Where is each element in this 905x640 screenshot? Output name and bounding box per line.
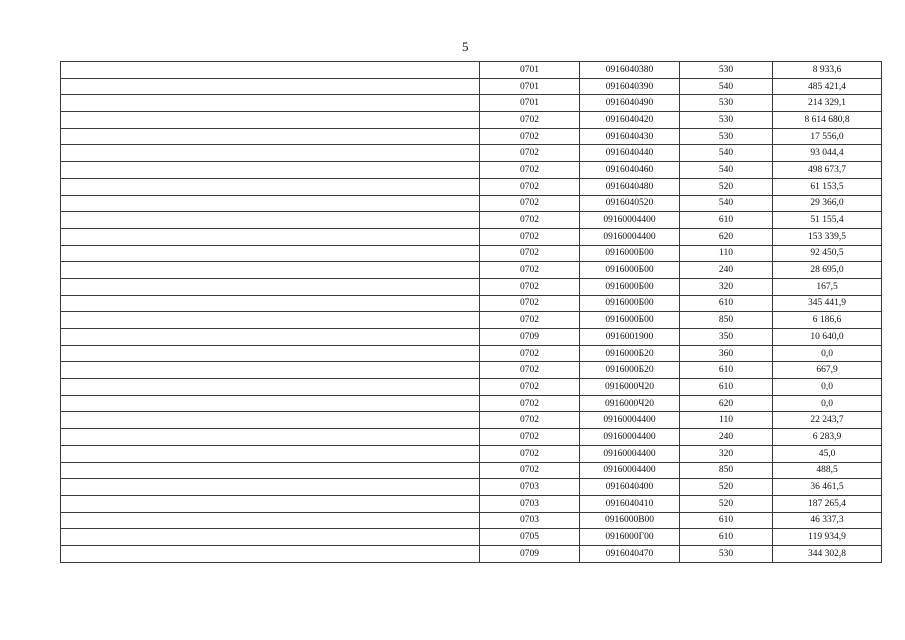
table-row xyxy=(61,245,882,262)
table-row xyxy=(61,362,882,379)
target-article-cell: 0916040490 xyxy=(580,95,680,112)
section-code-cell: 0702 xyxy=(480,245,580,262)
amount-cell: 61 153,5 xyxy=(773,178,882,195)
table-row xyxy=(61,78,882,95)
table-row xyxy=(61,345,882,362)
section-code-cell: 0701 xyxy=(480,78,580,95)
target-article-cell: 0916040480 xyxy=(580,178,680,195)
amount-cell: 22 243,7 xyxy=(773,412,882,429)
expense-type-cell: 540 xyxy=(680,145,773,162)
target-article-cell: 0916000Б00 xyxy=(580,312,680,329)
row-name-cell xyxy=(61,479,480,496)
amount-cell: 488,5 xyxy=(773,462,882,479)
amount-cell: 0,0 xyxy=(773,395,882,412)
expense-type-cell: 540 xyxy=(680,162,773,179)
row-name-cell xyxy=(61,312,480,329)
expense-type-cell: 110 xyxy=(680,245,773,262)
expense-type-cell: 540 xyxy=(680,78,773,95)
row-name-cell xyxy=(61,195,480,212)
row-name-cell xyxy=(61,412,480,429)
amount-cell: 344 302,8 xyxy=(773,545,882,562)
section-code-cell: 0702 xyxy=(480,195,580,212)
row-name-cell xyxy=(61,512,480,529)
section-code-cell: 0702 xyxy=(480,312,580,329)
budget-allocation-table xyxy=(60,61,882,563)
target-article-cell: 0916000В00 xyxy=(580,512,680,529)
target-article-cell: 09160004400 xyxy=(580,445,680,462)
row-name-cell xyxy=(61,529,480,546)
row-name-cell xyxy=(61,362,480,379)
section-code-cell: 0702 xyxy=(480,429,580,446)
expense-type-cell: 110 xyxy=(680,412,773,429)
target-article-cell: 0916040430 xyxy=(580,128,680,145)
section-code-cell: 0702 xyxy=(480,212,580,229)
table-row xyxy=(61,462,882,479)
table-row xyxy=(61,495,882,512)
section-code-cell: 0702 xyxy=(480,379,580,396)
row-name-cell xyxy=(61,212,480,229)
target-article-cell: 0916040420 xyxy=(580,112,680,129)
table-row xyxy=(61,395,882,412)
section-code-cell: 0702 xyxy=(480,412,580,429)
section-code-cell: 0701 xyxy=(480,95,580,112)
amount-cell: 214 329,1 xyxy=(773,95,882,112)
section-code-cell: 0702 xyxy=(480,128,580,145)
row-name-cell xyxy=(61,145,480,162)
row-name-cell xyxy=(61,545,480,562)
table-row xyxy=(61,329,882,346)
row-name-cell xyxy=(61,162,480,179)
expense-type-cell: 610 xyxy=(680,379,773,396)
expense-type-cell: 350 xyxy=(680,329,773,346)
amount-cell: 345 441,9 xyxy=(773,295,882,312)
amount-cell: 36 461,5 xyxy=(773,479,882,496)
row-name-cell xyxy=(61,62,480,79)
expense-type-cell: 530 xyxy=(680,128,773,145)
section-code-cell: 0702 xyxy=(480,395,580,412)
amount-cell: 17 556,0 xyxy=(773,128,882,145)
expense-type-cell: 610 xyxy=(680,529,773,546)
section-code-cell: 0702 xyxy=(480,228,580,245)
table-row xyxy=(61,278,882,295)
section-code-cell: 0703 xyxy=(480,479,580,496)
table-row xyxy=(61,312,882,329)
expense-type-cell: 620 xyxy=(680,395,773,412)
table-row xyxy=(61,379,882,396)
section-code-cell: 0702 xyxy=(480,262,580,279)
table-row xyxy=(61,545,882,562)
row-name-cell xyxy=(61,379,480,396)
expense-type-cell: 530 xyxy=(680,545,773,562)
amount-cell: 153 339,5 xyxy=(773,228,882,245)
target-article-cell: 0916000Б00 xyxy=(580,262,680,279)
section-code-cell: 0702 xyxy=(480,362,580,379)
target-article-cell: 09160004400 xyxy=(580,462,680,479)
section-code-cell: 0702 xyxy=(480,295,580,312)
target-article-cell: 0916000Ч20 xyxy=(580,379,680,396)
section-code-cell: 0702 xyxy=(480,345,580,362)
section-code-cell: 0701 xyxy=(480,62,580,79)
expense-type-cell: 240 xyxy=(680,429,773,446)
amount-cell: 667,9 xyxy=(773,362,882,379)
row-name-cell xyxy=(61,178,480,195)
row-name-cell xyxy=(61,262,480,279)
expense-type-cell: 850 xyxy=(680,462,773,479)
section-code-cell: 0702 xyxy=(480,178,580,195)
row-name-cell xyxy=(61,278,480,295)
section-code-cell: 0703 xyxy=(480,512,580,529)
table-body xyxy=(61,62,882,563)
amount-cell: 93 044,4 xyxy=(773,145,882,162)
amount-cell: 485 421,4 xyxy=(773,78,882,95)
target-article-cell: 0916000Б20 xyxy=(580,345,680,362)
amount-cell: 51 155,4 xyxy=(773,212,882,229)
amount-cell: 119 934,9 xyxy=(773,529,882,546)
amount-cell: 6 283,9 xyxy=(773,429,882,446)
target-article-cell: 0916000Б20 xyxy=(580,362,680,379)
target-article-cell: 0916040410 xyxy=(580,495,680,512)
target-article-cell: 0916040520 xyxy=(580,195,680,212)
section-code-cell: 0702 xyxy=(480,278,580,295)
expense-type-cell: 850 xyxy=(680,312,773,329)
amount-cell: 8 933,6 xyxy=(773,62,882,79)
amount-cell: 29 366,0 xyxy=(773,195,882,212)
table-row xyxy=(61,228,882,245)
section-code-cell: 0702 xyxy=(480,445,580,462)
row-name-cell xyxy=(61,395,480,412)
table-row xyxy=(61,95,882,112)
row-name-cell xyxy=(61,495,480,512)
target-article-cell: 0916040440 xyxy=(580,145,680,162)
amount-cell: 6 186,6 xyxy=(773,312,882,329)
section-code-cell: 0703 xyxy=(480,495,580,512)
table-row xyxy=(61,212,882,229)
row-name-cell xyxy=(61,429,480,446)
expense-type-cell: 610 xyxy=(680,362,773,379)
table-row xyxy=(61,412,882,429)
table-row xyxy=(61,145,882,162)
row-name-cell xyxy=(61,95,480,112)
amount-cell: 10 640,0 xyxy=(773,329,882,346)
target-article-cell: 09160004400 xyxy=(580,429,680,446)
section-code-cell: 0702 xyxy=(480,462,580,479)
expense-type-cell: 530 xyxy=(680,62,773,79)
amount-cell: 167,5 xyxy=(773,278,882,295)
amount-cell: 0,0 xyxy=(773,345,882,362)
expense-type-cell: 320 xyxy=(680,445,773,462)
table-row xyxy=(61,112,882,129)
table-row xyxy=(61,512,882,529)
target-article-cell: 0916040390 xyxy=(580,78,680,95)
target-article-cell: 0916000Б00 xyxy=(580,295,680,312)
target-article-cell: 0916000Г00 xyxy=(580,529,680,546)
table-row xyxy=(61,429,882,446)
expense-type-cell: 520 xyxy=(680,178,773,195)
table-row xyxy=(61,195,882,212)
section-code-cell: 0702 xyxy=(480,112,580,129)
row-name-cell xyxy=(61,128,480,145)
target-article-cell: 0916040400 xyxy=(580,479,680,496)
row-name-cell xyxy=(61,78,480,95)
section-code-cell: 0702 xyxy=(480,162,580,179)
target-article-cell: 09160004400 xyxy=(580,212,680,229)
target-article-cell: 09160004400 xyxy=(580,228,680,245)
amount-cell: 0,0 xyxy=(773,379,882,396)
amount-cell: 498 673,7 xyxy=(773,162,882,179)
row-name-cell xyxy=(61,295,480,312)
target-article-cell: 09160004400 xyxy=(580,412,680,429)
table-row xyxy=(61,178,882,195)
expense-type-cell: 610 xyxy=(680,212,773,229)
expense-type-cell: 320 xyxy=(680,278,773,295)
amount-cell: 8 614 680,8 xyxy=(773,112,882,129)
table-row xyxy=(61,62,882,79)
table-row xyxy=(61,162,882,179)
section-code-cell: 0702 xyxy=(480,145,580,162)
section-code-cell: 0705 xyxy=(480,529,580,546)
expense-type-cell: 540 xyxy=(680,195,773,212)
row-name-cell xyxy=(61,345,480,362)
expense-type-cell: 620 xyxy=(680,228,773,245)
expense-type-cell: 530 xyxy=(680,112,773,129)
row-name-cell xyxy=(61,462,480,479)
table-row xyxy=(61,128,882,145)
expense-type-cell: 530 xyxy=(680,95,773,112)
target-article-cell: 0916040460 xyxy=(580,162,680,179)
target-article-cell: 0916001900 xyxy=(580,329,680,346)
target-article-cell: 0916040380 xyxy=(580,62,680,79)
table-row xyxy=(61,479,882,496)
amount-cell: 46 337,3 xyxy=(773,512,882,529)
page-number: 5 xyxy=(462,39,469,54)
target-article-cell: 0916000Б00 xyxy=(580,245,680,262)
amount-cell: 187 265,4 xyxy=(773,495,882,512)
expense-type-cell: 240 xyxy=(680,262,773,279)
expense-type-cell: 520 xyxy=(680,479,773,496)
section-code-cell: 0709 xyxy=(480,545,580,562)
expense-type-cell: 610 xyxy=(680,295,773,312)
amount-cell: 45,0 xyxy=(773,445,882,462)
expense-type-cell: 520 xyxy=(680,495,773,512)
row-name-cell xyxy=(61,329,480,346)
row-name-cell xyxy=(61,228,480,245)
row-name-cell xyxy=(61,245,480,262)
table-row xyxy=(61,295,882,312)
target-article-cell: 0916000Б00 xyxy=(580,278,680,295)
row-name-cell xyxy=(61,112,480,129)
table-row xyxy=(61,445,882,462)
amount-cell: 92 450,5 xyxy=(773,245,882,262)
row-name-cell xyxy=(61,445,480,462)
table-row xyxy=(61,262,882,279)
expense-type-cell: 610 xyxy=(680,512,773,529)
target-article-cell: 0916000Ч20 xyxy=(580,395,680,412)
section-code-cell: 0709 xyxy=(480,329,580,346)
expense-type-cell: 360 xyxy=(680,345,773,362)
table-row xyxy=(61,529,882,546)
target-article-cell: 0916040470 xyxy=(580,545,680,562)
amount-cell: 28 695,0 xyxy=(773,262,882,279)
